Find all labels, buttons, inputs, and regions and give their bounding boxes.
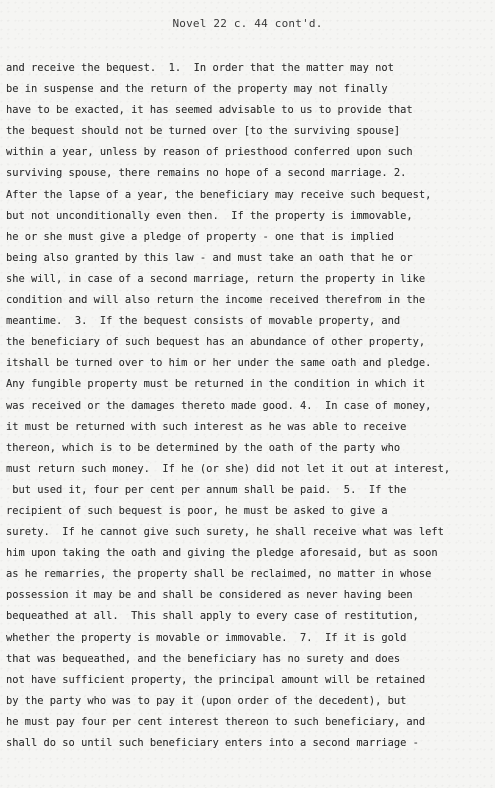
text-line: itshall be turned over to him or her under the same oath and pledge. bbox=[6, 357, 432, 370]
text-line: must return such money. If he (or she) did not let it out at interest, bbox=[6, 462, 451, 475]
text-line: the bequest should not be turned over [to the surviving spouse] bbox=[6, 125, 401, 138]
text-line: it must be returned with such interest as he was able to receive bbox=[6, 420, 407, 433]
text-line: within a year, unless by reason of priesthood conferred upon such bbox=[6, 146, 413, 159]
text-line: and receive the bequest. 1. In order that the matter may not bbox=[6, 62, 394, 74]
text-line: was received or the damages thereto made good. 4. In case of money, bbox=[6, 399, 432, 412]
text-line: the beneficiary of such bequest has an abundance of other property, bbox=[6, 336, 426, 349]
text-line: meantime. 3. If the bequest consists of movable property, and bbox=[6, 315, 401, 328]
text-line: After the lapse of a year, the beneficiary may receive such bequest, bbox=[6, 188, 432, 201]
text-line: possession it may be and shall be considered as never having been bbox=[6, 589, 413, 602]
text-line: have to be exacted, it has seemed advisable to us to provide that bbox=[6, 104, 413, 117]
text-line: bequeathed at all. This shall apply to every case of restitution, bbox=[6, 610, 419, 623]
text-line: be in suspense and the return of the property may not finally bbox=[6, 83, 388, 96]
text-line: thereon, which is to be determined by the oath of the party who bbox=[6, 441, 401, 454]
text-line: surety. If he cannot give such surety, he shall receive what was left bbox=[6, 526, 444, 539]
text-line: he must pay four per cent interest thereon to such beneficiary, and bbox=[6, 715, 426, 728]
text-line: but not unconditionally even then. If the property is immovable, bbox=[6, 209, 413, 222]
text-line: surviving spouse, there remains no hope of a second marriage. 2. bbox=[6, 167, 407, 180]
text-line: she will, in case of a second marriage, return the property in like bbox=[6, 272, 426, 285]
text-line: not have sufficient property, the principal amount will be retained bbox=[6, 673, 426, 686]
text-line: condition and will also return the income received therefrom in the bbox=[6, 294, 426, 307]
text-line: whether the property is movable or immovable. 7. If it is gold bbox=[6, 631, 407, 644]
text-line: Any fungible property must be returned in the condition in which it bbox=[6, 378, 426, 391]
page-header: Novel 22 c. 44 cont'd. bbox=[172, 17, 323, 30]
text-line: by the party who was to pay it (upon order of the decedent), but bbox=[6, 694, 407, 707]
text-line: recipient of such bequest is poor, he must be asked to give a bbox=[6, 504, 388, 517]
text-line: shall do so until such beneficiary enters into a second marriage - bbox=[6, 737, 419, 749]
document-body bbox=[6, 58, 491, 754]
text-line: but used it, four per cent per annum shall be paid. 5. If the bbox=[6, 483, 407, 496]
text-line: he or she must give a pledge of property - one that is implied bbox=[6, 230, 394, 243]
text-line: as he remarries, the property shall be reclaimed, no matter in whose bbox=[6, 568, 432, 581]
text-line: being also granted by this law - and must take an oath that he or bbox=[6, 251, 413, 264]
text-line: him upon taking the oath and giving the pledge aforesaid, but as soon bbox=[6, 547, 438, 560]
text-line: that was bequeathed, and the beneficiary has no surety and does bbox=[6, 652, 401, 665]
